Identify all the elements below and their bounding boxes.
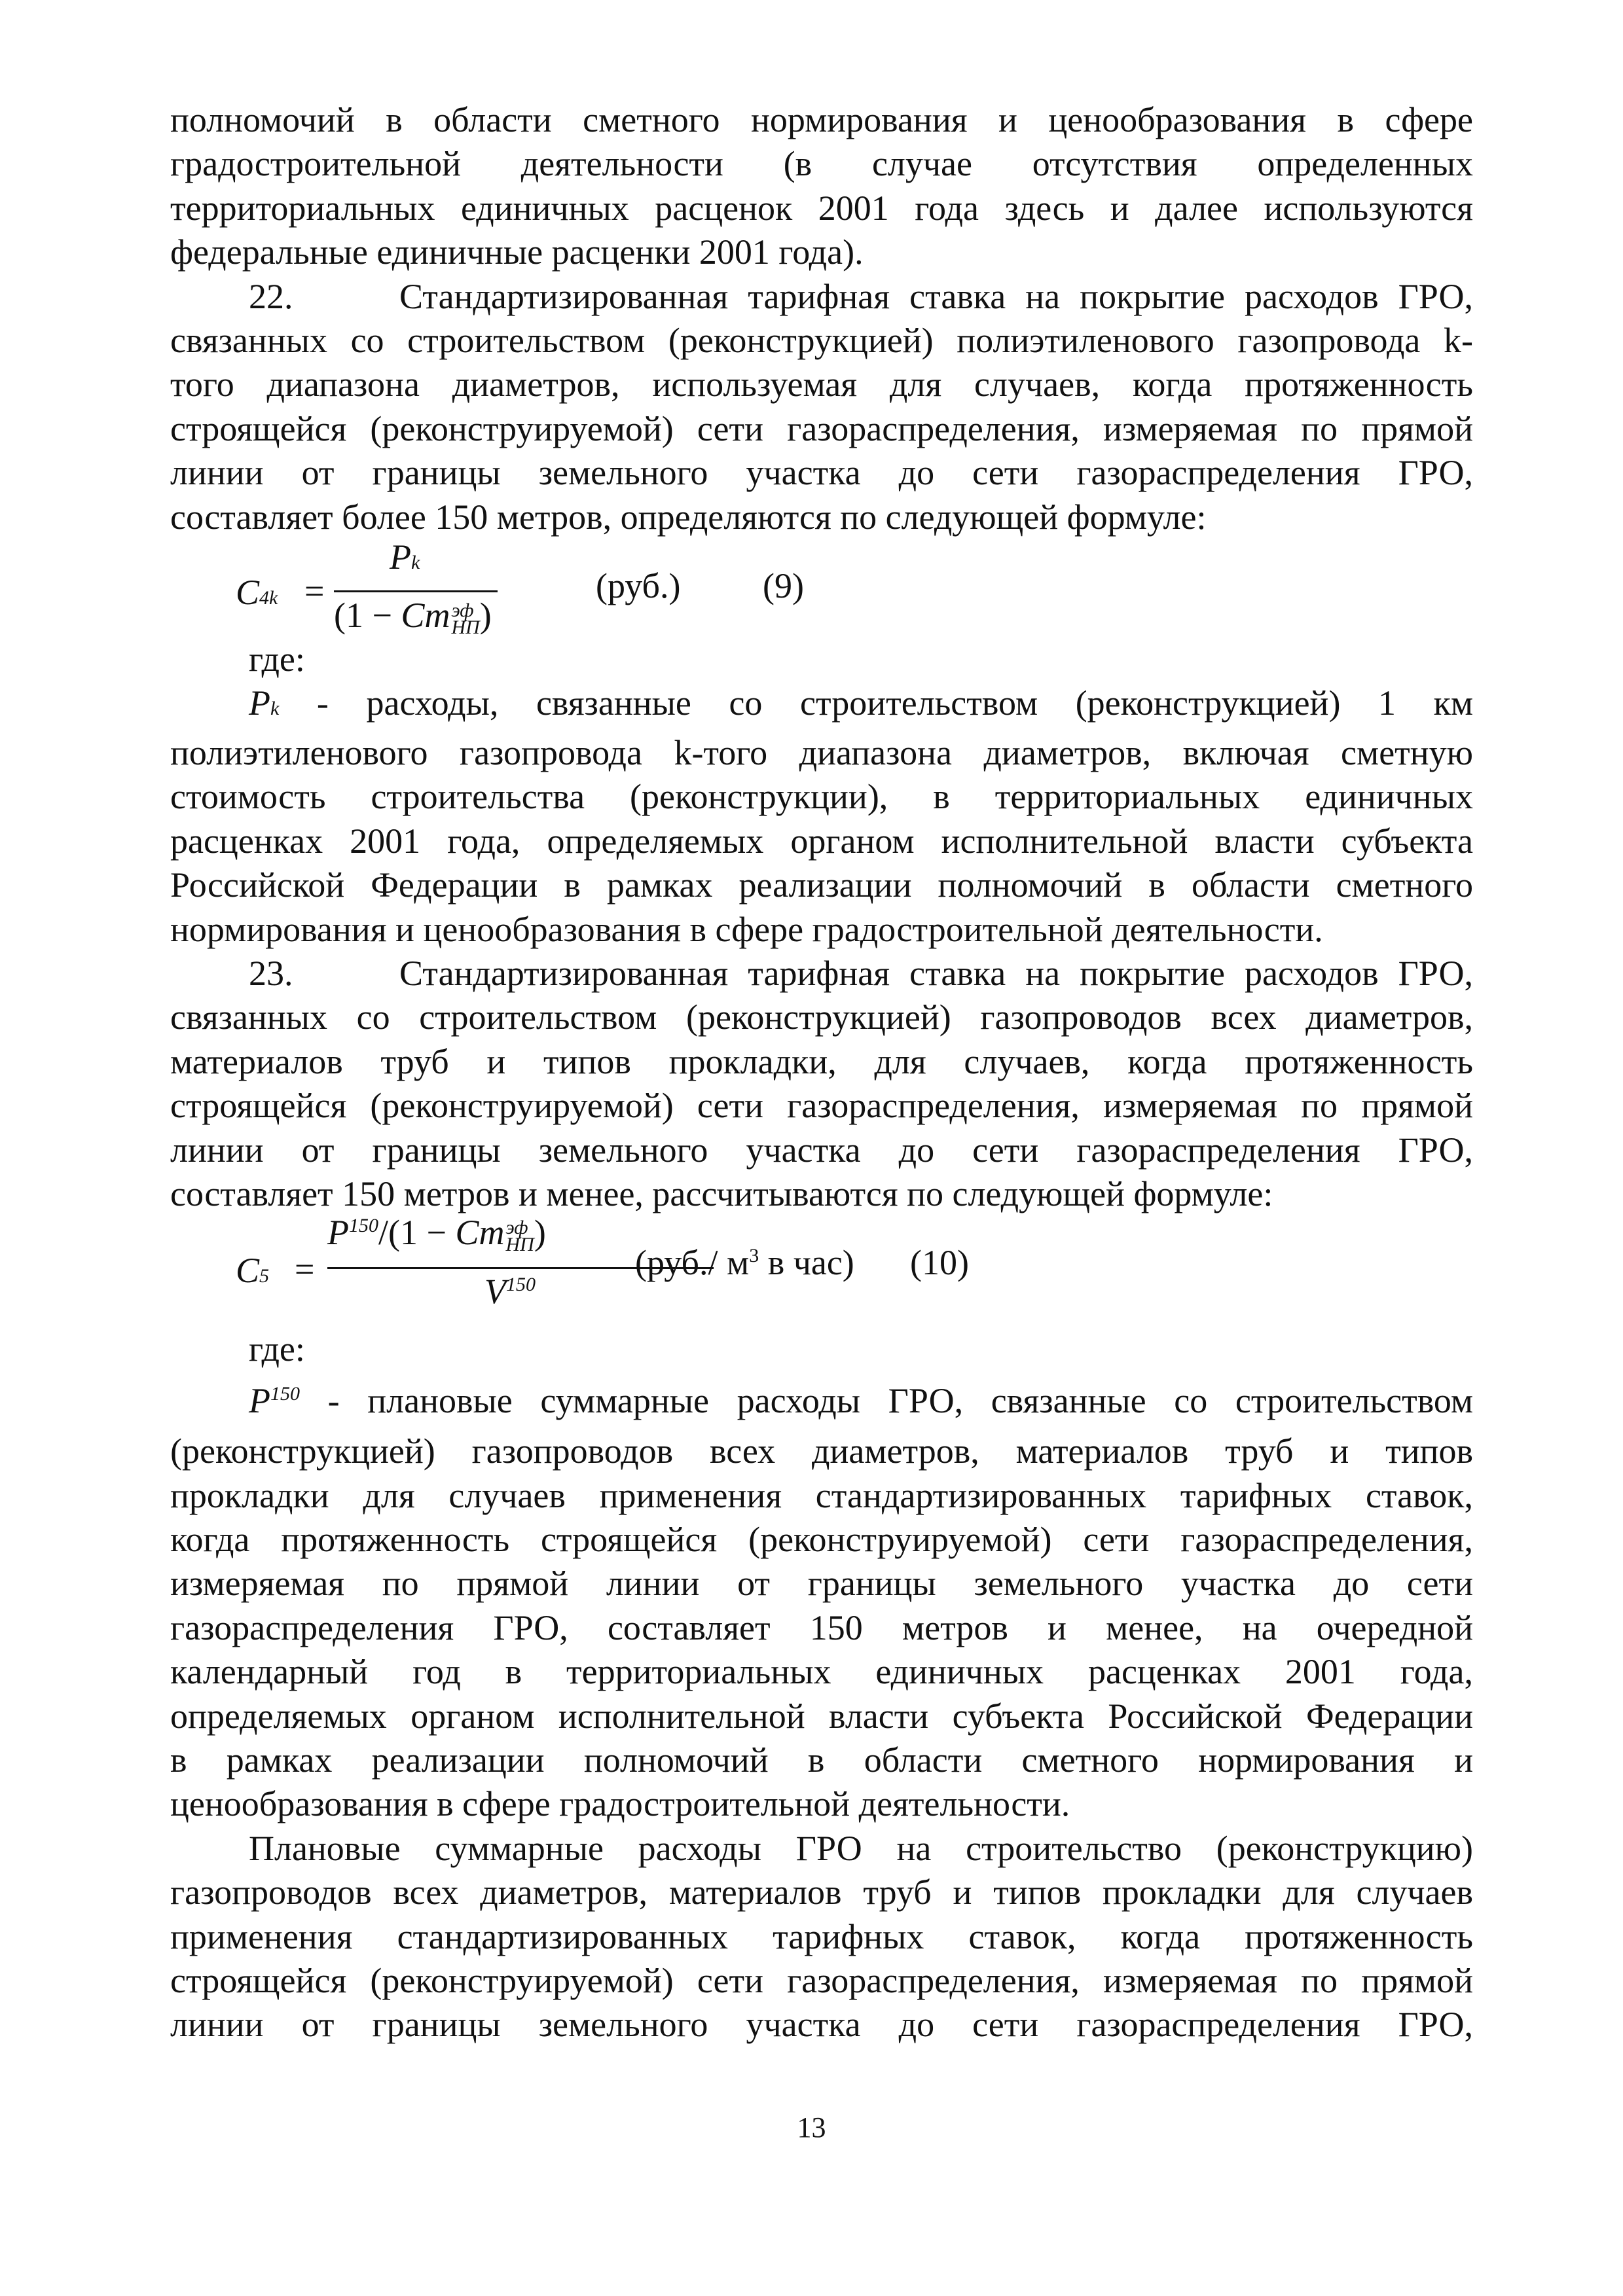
definition-symbol [249, 1381, 300, 1420]
text-line: связанных со строительством (реконструкцией) газопроводов всех диаметров, [170, 997, 1473, 1037]
formula-eq: = [295, 1249, 315, 1289]
page-number: 13 [797, 2111, 826, 2144]
formula-var: P [249, 1380, 270, 1420]
text-line: строящейся (реконструируемой) сети газораспределения, измеряемая по прямой [170, 1961, 1473, 2001]
text-line: определяемых органом исполнительной власти субъекта Российской Федерации [170, 1696, 1473, 1736]
text-line: строящейся (реконструируемой) сети газораспределения, измеряемая по прямой [170, 408, 1473, 448]
text-line: нормирования и ценообразования в сфере градостроительной деятельности. [170, 909, 1323, 949]
text-line: того диапазона диаметров, используемая для случаев, когда протяженность [170, 365, 1473, 404]
text-line: Российской Федерации в рамках реализации полномочий в области сметного [170, 865, 1473, 905]
paragraph-number: 23. [249, 953, 293, 993]
formula-sup: эф [451, 599, 474, 621]
formula-unit: (руб.) [596, 566, 681, 606]
formula-supsub [505, 1216, 534, 1255]
text-line: полномочий в области сметного нормирования и ценообразования в сфере [170, 100, 1473, 139]
text-line: связанных со строительством (реконструкцией) полиэтиленового газопровода k- [170, 321, 1473, 361]
formula-sub: НП [505, 1233, 534, 1255]
paragraph-22 [170, 275, 1473, 539]
formula-10 [170, 1213, 1473, 1321]
text-line: линии от границы земельного участка до сети газораспределения ГРО, [170, 1130, 1473, 1170]
text-line [170, 952, 1473, 996]
text-line: составляет более 150 метров, определяются по следующей формуле: [170, 497, 1207, 537]
formula-sup: эф [505, 1216, 528, 1238]
formula-sup: 3 [749, 1245, 759, 1267]
formula-var: P [327, 1213, 349, 1253]
formula-number: (9) [763, 566, 804, 606]
text-line: (реконструкцией) газопроводов всех диаметров, материалов труб и типов [170, 1431, 1473, 1471]
text-line: когда протяженность строящейся (реконструируемой) сети газораспределения, [170, 1519, 1473, 1559]
text-span: Стандартизированная тарифная ставка на покрытие расходов ГРО, [399, 953, 1473, 993]
formula-lhs [236, 1250, 269, 1291]
formula-var: C [236, 573, 260, 613]
formula-sub: k [411, 552, 420, 574]
continued-paragraph [170, 98, 1473, 275]
text-line: применения стандартизированных тарифных ставок, когда протяженность [170, 1916, 1473, 1956]
formula-numerator [390, 537, 420, 577]
formula-sub: НП [451, 616, 480, 638]
formula-supsub [451, 599, 480, 638]
text-line: территориальных единичных расценок 2001 года здесь и далее используются [170, 188, 1473, 228]
formula-text: ) [479, 596, 492, 636]
formula-var: P [390, 537, 411, 577]
text-line: Плановые суммарные расходы ГРО на строительство (реконструкцию) [249, 1828, 1473, 1868]
text-line: федеральные единичные расценки 2001 года). [170, 232, 864, 272]
formula-text: (1 − [334, 596, 401, 636]
text-span: - плановые суммарные расходы ГРО, связанные со строительством [327, 1380, 1474, 1420]
definition-p150 [170, 1372, 1473, 1827]
text-line: строящейся (реконструируемой) сети газораспределения, измеряемая по прямой [170, 1086, 1473, 1126]
text-line: прокладки для случаев применения стандартизированных тарифных ставок, [170, 1475, 1473, 1515]
paragraph-23 [170, 952, 1473, 1216]
text-span: - расходы, связанные со строительством (реконструкцией) 1 км [316, 683, 1474, 723]
where-label: где: [249, 1329, 305, 1369]
formula-denominator [334, 595, 492, 636]
text-line: градостроительной деятельности (в случае отсутствия определенных [170, 144, 1473, 184]
formula-eq: = [304, 571, 325, 611]
paragraph-planned-costs [170, 1827, 1473, 2047]
formula-var: Cm [401, 596, 450, 636]
formula-sup: 150 [349, 1215, 378, 1237]
formula-sub: 4k [259, 587, 278, 609]
text-line [170, 275, 1473, 319]
definition-pk [170, 681, 1473, 951]
text-line: расценках 2001 года, определяемых органом исполнительной власти субъекта [170, 821, 1473, 861]
formula-text: (руб./ м [635, 1243, 750, 1283]
where-label: где: [249, 639, 305, 679]
formula-text: /(1 − [378, 1213, 456, 1253]
text-line: стоимость строительства (реконструкции), в территориальных единичных [170, 777, 1473, 817]
text-line: полиэтиленового газопровода k-того диапазона диаметров, включая сметную [170, 732, 1473, 772]
formula-sup: 150 [270, 1382, 300, 1405]
text-span: Стандартизированная тарифная ставка на покрытие расходов ГРО, [399, 276, 1473, 316]
paragraph-number: 22. [249, 276, 293, 316]
formula-lhs [236, 572, 278, 613]
text-line: измеряемая по прямой линии от границы земельного участка до сети [170, 1564, 1473, 1604]
formula-sub: k [270, 698, 280, 720]
text-line: газораспределения ГРО, составляет 150 метров и менее, на очередной [170, 1607, 1473, 1647]
text-line: газопроводов всех диаметров, материалов труб и типов прокладки для случаев [170, 1873, 1473, 1912]
formula-text: в час) [759, 1243, 854, 1283]
formula-sub: 5 [259, 1265, 270, 1287]
text-line [170, 1372, 1473, 1423]
text-line: линии от границы земельного участка до сети газораспределения ГРО, [170, 453, 1473, 493]
text-line: ценообразования в сфере градостроительной деятельности. [170, 1784, 1070, 1824]
definition-symbol [249, 683, 279, 723]
formula-var: V [484, 1272, 506, 1312]
text-line: линии от границы земельного участка до сети газораспределения ГРО, [170, 2005, 1473, 2045]
text-line [170, 681, 1473, 730]
text-line: составляет 150 метров и менее, рассчитываются по следующей формуле: [170, 1174, 1273, 1213]
formula-unit [635, 1242, 854, 1283]
formula-9 [170, 539, 1473, 637]
text-line: в рамках реализации полномочий в области сметного нормирования и [170, 1740, 1473, 1780]
formula-numerator [327, 1212, 546, 1253]
formula-var: Cm [455, 1213, 505, 1253]
formula-denominator [484, 1271, 536, 1312]
formula-number: (10) [910, 1243, 969, 1283]
text-line: календарный год в территориальных единичных расценках 2001 года, [170, 1652, 1473, 1692]
fraction-bar [334, 590, 498, 592]
formula-var: C [236, 1251, 260, 1291]
text-line: материалов труб и типов прокладки, для случаев, когда протяженность [170, 1041, 1473, 1081]
document-page [170, 98, 1473, 2047]
formula-text: ) [534, 1213, 546, 1253]
formula-var: P [249, 683, 270, 723]
formula-sup: 150 [506, 1274, 536, 1296]
